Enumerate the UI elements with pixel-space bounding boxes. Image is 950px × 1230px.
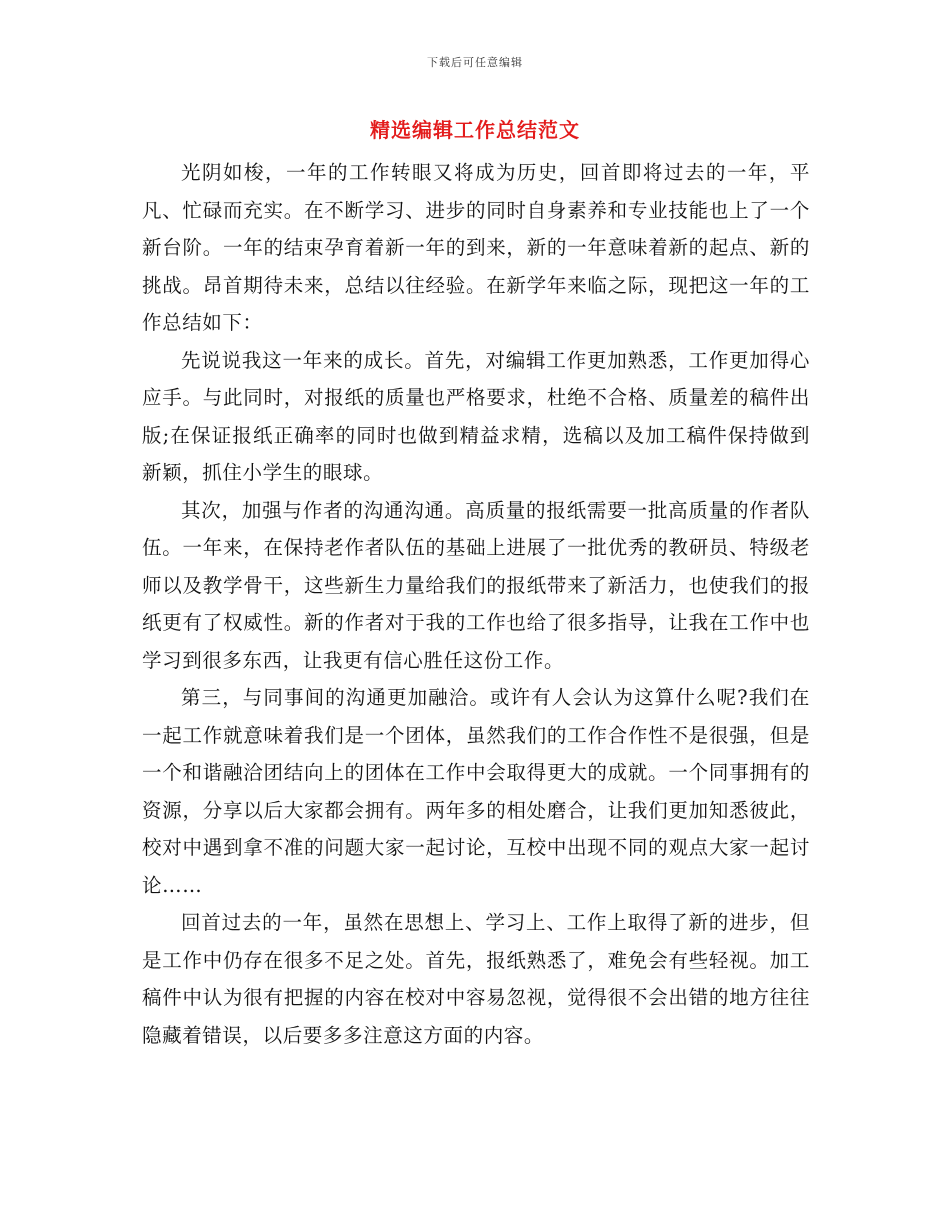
body-paragraph-5: 回首过去的一年，虽然在思想上、学习上、工作上取得了新的进步，但是工作中仍存在很多不足之处。首先，报纸熟悉了，难免会有些轻视。加工稿件中认为很有把握的内容在校对中容易忽视，觉得很不会出错的地方往往隐藏着错误，以后要多多注意这方面的内容。 xyxy=(142,911,810,1047)
page-header-note: 下载后可任意编辑 xyxy=(427,56,523,69)
body-paragraph-4: 第三，与同事间的沟通更加融洽。或许有人会认为这算什么呢?我们在一起工作就意味着我们是一个团体，虽然我们的工作合作性不是很强，但是一个和谐融洽团结向上的团体在工作中会取得更大的成就。一个同事拥有的资源，分享以后大家都会拥有。两年多的相处磨合，让我们更加知悉彼此，校对中遇到拿不准的问题大家一起讨论，互校中出现不同的观点大家一起讨论…… xyxy=(142,686,810,897)
document-title: 精选编辑工作总结范文 xyxy=(370,118,580,142)
body-paragraph-2: 先说说我这一年来的成长。首先，对编辑工作更加熟悉，工作更加得心应手。与此同时，对报纸的质量也严格要求，杜绝不合格、质量差的稿件出版;在保证报纸正确率的同时也做到精益求精，选稿以及加工稿件保持做到新颖，抓住小学生的眼球。 xyxy=(142,348,810,484)
document-body xyxy=(142,154,810,1054)
body-paragraph-1: 光阴如梭，一年的工作转眼又将成为历史，回首即将过去的一年，平凡、忙碌而充实。在不断学习、进步的同时自身素养和专业技能也上了一个新台阶。一年的结束孕育着新一年的到来，新的一年意味着新的起点、新的挑战。昂首期待未来，总结以往经验。在新学年来临之际，现把这一年的工作总结如下： xyxy=(142,161,810,334)
body-paragraph-3: 其次，加强与作者的沟通沟通。高质量的报纸需要一批高质量的作者队伍。一年来，在保持老作者队伍的基础上进展了一批优秀的教研员、特级老师以及教学骨干，这些新生力量给我们的报纸带来了新活力，也使我们的报纸更有了权威性。新的作者对于我的工作也给了很多指导，让我在工作中也学习到很多东西，让我更有信心胜任这份工作。 xyxy=(142,498,810,672)
